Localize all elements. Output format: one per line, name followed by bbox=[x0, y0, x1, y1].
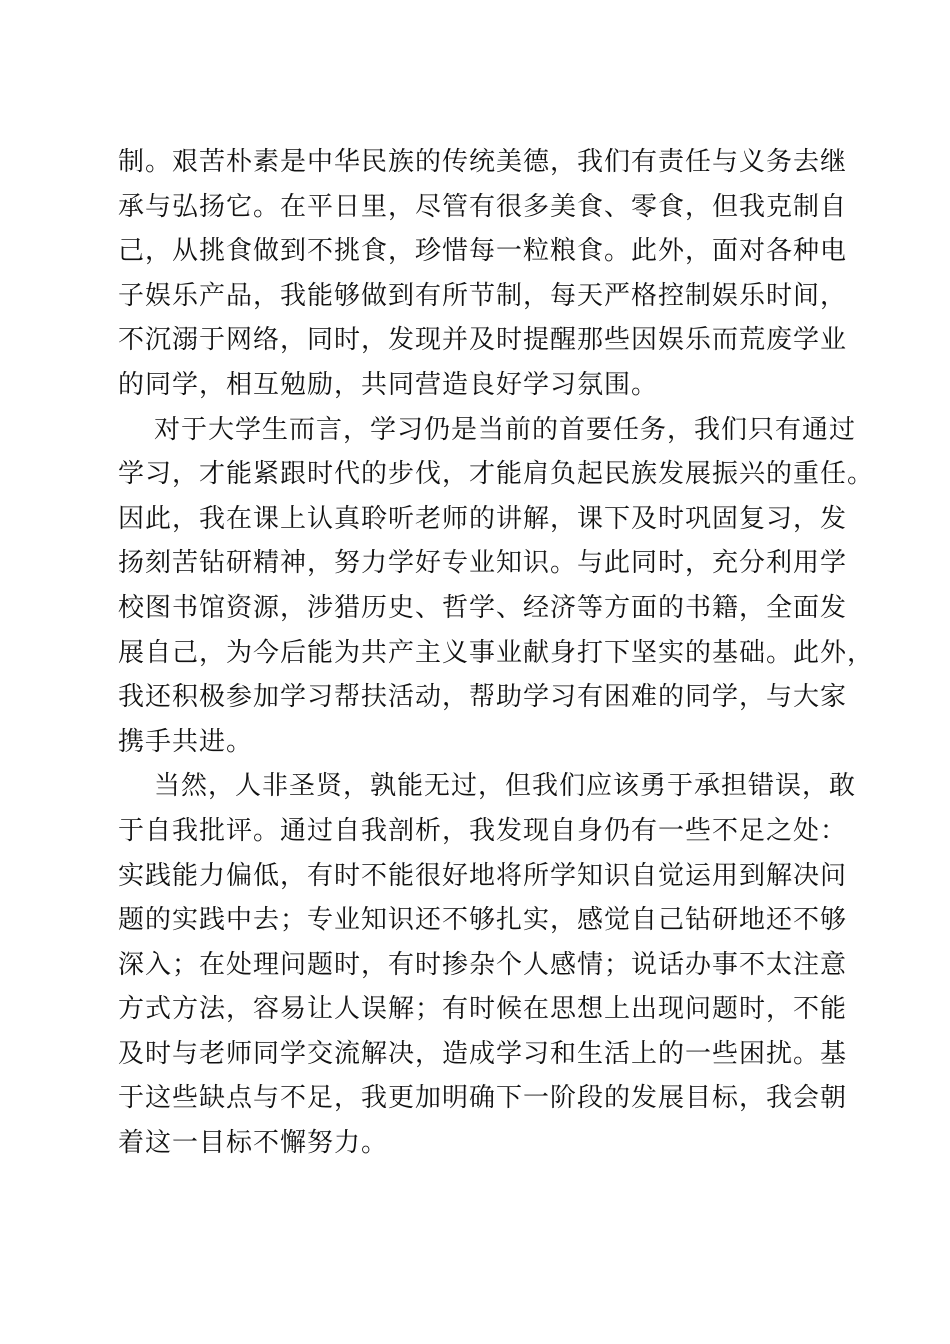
text-line: 的同学，相互勉励，共同营造良好学习氛围。 bbox=[118, 369, 659, 400]
text-line: 深入；在处理问题时，有时掺杂个人感情；说话办事不太注意 bbox=[118, 949, 848, 980]
text-line: 承与弘扬它。在平日里，尽管有很多美食、零食，但我克制自 bbox=[118, 191, 848, 222]
text-line: 学习，才能紧跟时代的步伐，才能肩负起民族发展振兴的重任。 bbox=[118, 459, 875, 490]
text-line: 方式方法，容易让人误解；有时候在思想上出现问题时，不能 bbox=[118, 994, 848, 1025]
text-line: 校图书馆资源，涉猎历史、哲学、经济等方面的书籍，全面发 bbox=[118, 592, 848, 623]
text-line: 题的实践中去；专业知识还不够扎实，感觉自己钻研地还不够 bbox=[118, 905, 848, 936]
text-line: 制。艰苦朴素是中华民族的传统美德，我们有责任与义务去继 bbox=[118, 147, 848, 177]
paragraph-3 bbox=[118, 764, 878, 1165]
paragraph-1 bbox=[118, 140, 878, 408]
text-line: 于自我批评。通过自我剖析，我发现自身仍有一些不足之处： bbox=[118, 815, 848, 846]
text-line: 展自己，为今后能为共产主义事业献身打下坚实的基础。此外， bbox=[118, 637, 875, 668]
text-line: 着这一目标不懈努力。 bbox=[118, 1128, 389, 1159]
text-line: 携手共进。 bbox=[118, 726, 254, 757]
text-line-first: 当然，人非圣贤，孰能无过，但我们应该勇于承担错误，敢 bbox=[154, 771, 857, 802]
text-line: 己，从挑食做到不挑食，珍惜每一粒粮食。此外，面对各种电 bbox=[118, 236, 848, 267]
text-line: 我还积极参加学习帮扶活动，帮助学习有困难的同学，与大家 bbox=[118, 682, 848, 713]
text-line-first: 对于大学生而言，学习仍是当前的首要任务，我们只有通过 bbox=[154, 414, 857, 445]
document-body bbox=[118, 140, 878, 1166]
text-line: 因此，我在课上认真聆听老师的讲解，课下及时巩固复习，发 bbox=[118, 503, 848, 534]
text-line: 不沉溺于网络，同时，发现并及时提醒那些因娱乐而荒废学业 bbox=[118, 325, 848, 356]
text-line: 扬刻苦钻研精神，努力学好专业知识。与此同时，充分利用学 bbox=[118, 548, 848, 579]
text-line: 实践能力偏低，有时不能很好地将所学知识自觉运用到解决问 bbox=[118, 860, 848, 891]
text-line: 子娱乐产品，我能够做到有所节制，每天严格控制娱乐时间， bbox=[118, 280, 848, 311]
text-line: 于这些缺点与不足，我更加明确下一阶段的发展目标，我会朝 bbox=[118, 1083, 848, 1114]
paragraph-2 bbox=[118, 408, 878, 765]
text-line: 及时与老师同学交流解决，造成学习和生活上的一些困扰。基 bbox=[118, 1038, 848, 1069]
